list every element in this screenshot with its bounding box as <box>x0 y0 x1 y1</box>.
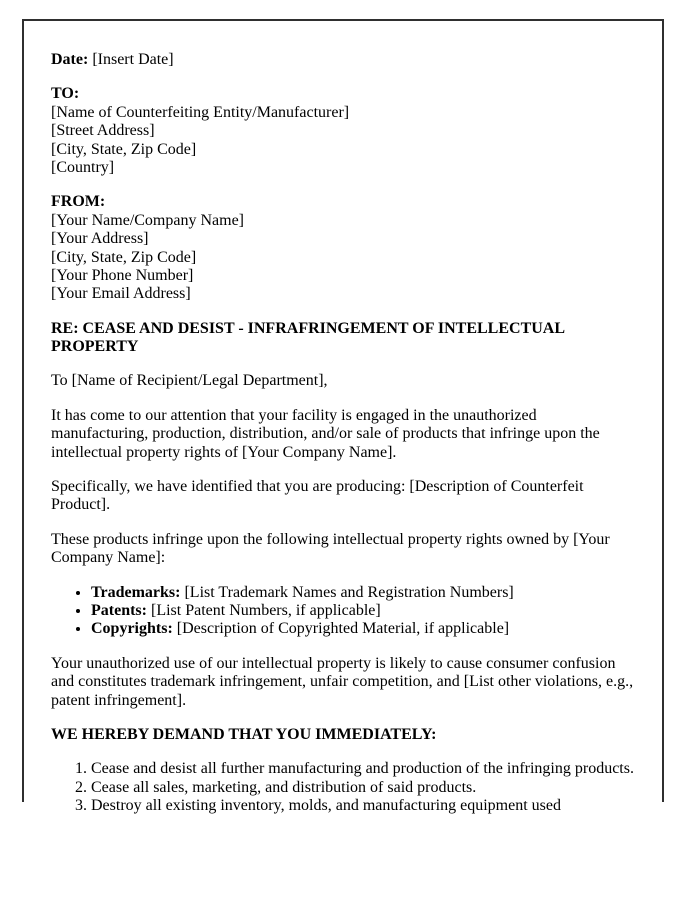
from-city-state-zip: [City, State, Zip Code] <box>51 248 197 266</box>
date-line <box>51 51 636 69</box>
demand-heading: WE HEREBY DEMAND THAT YOU IMMEDIATELY: <box>51 725 437 743</box>
paragraph-attention: It has come to our attention that your facility is engaged in the unauthorized manufacturing, production, distribution, and/or sale of products that infringe upon the intellectual property rights of [Your Company Name]. <box>51 406 600 461</box>
from-label: FROM: <box>51 193 106 211</box>
demand-item-3: 3. Destroy all existing inventory, molds, and manufacturing equipment used <box>91 797 657 815</box>
to-block <box>51 85 636 177</box>
letter-document <box>22 19 664 815</box>
trademarks-text: [List Trademark Names and Registration Numbers] <box>184 583 514 601</box>
to-country: [Country] <box>51 158 115 176</box>
from-phone: [Your Phone Number] <box>51 266 194 284</box>
list-item-patents <box>91 602 657 620</box>
paragraph-specifically: Specifically, we have identified that you are producing: [Description of Counterfeit Product]. <box>51 478 584 514</box>
to-street-address: [Street Address] <box>51 122 155 140</box>
from-email: [Your Email Address] <box>51 285 191 303</box>
trademarks-label: Trademarks: <box>91 583 181 601</box>
to-label: TO: <box>51 85 80 103</box>
copyrights-text: [Description of Copyrighted Material, if applicable] <box>176 620 510 638</box>
demand-item-1: 1. Cease and desist all further manufacturing and production of the infringing products. <box>91 760 657 778</box>
subject-line: RE: CEASE AND DESIST - INFRAFRINGEMENT OF INTELLECTUAL PROPERTY <box>51 319 565 356</box>
to-entity-name: [Name of Counterfeiting Entity/Manufacturer] <box>51 103 350 121</box>
from-name: [Your Name/Company Name] <box>51 211 245 229</box>
to-city-state-zip: [City, State, Zip Code] <box>51 140 197 158</box>
from-block <box>51 193 636 303</box>
paragraph-infringe: These products infringe upon the following intellectual property rights owned by [Your Company Name]: <box>51 530 610 567</box>
demand-item-2: 2. Cease all sales, marketing, and distribution of said products. <box>91 779 657 797</box>
demands-list <box>51 760 657 815</box>
from-address: [Your Address] <box>51 230 149 248</box>
patents-text: [List Patent Numbers, if applicable] <box>150 601 381 619</box>
list-item-trademarks <box>91 584 657 602</box>
paragraph-violation: Your unauthorized use of our intellectual property is likely to cause consumer confusion and constitutes trademark infringement, unfair competition, and [List other violations, e.g., patent infringement]. <box>51 654 634 709</box>
copyrights-label: Copyrights: <box>91 620 173 638</box>
date-value: [Insert Date] <box>92 51 174 68</box>
list-item-copyrights <box>91 620 657 638</box>
date-label: Date: <box>51 51 89 68</box>
patents-label: Patents: <box>91 601 147 619</box>
ip-rights-list <box>51 584 657 639</box>
salutation: To [Name of Recipient/Legal Department], <box>51 372 328 390</box>
